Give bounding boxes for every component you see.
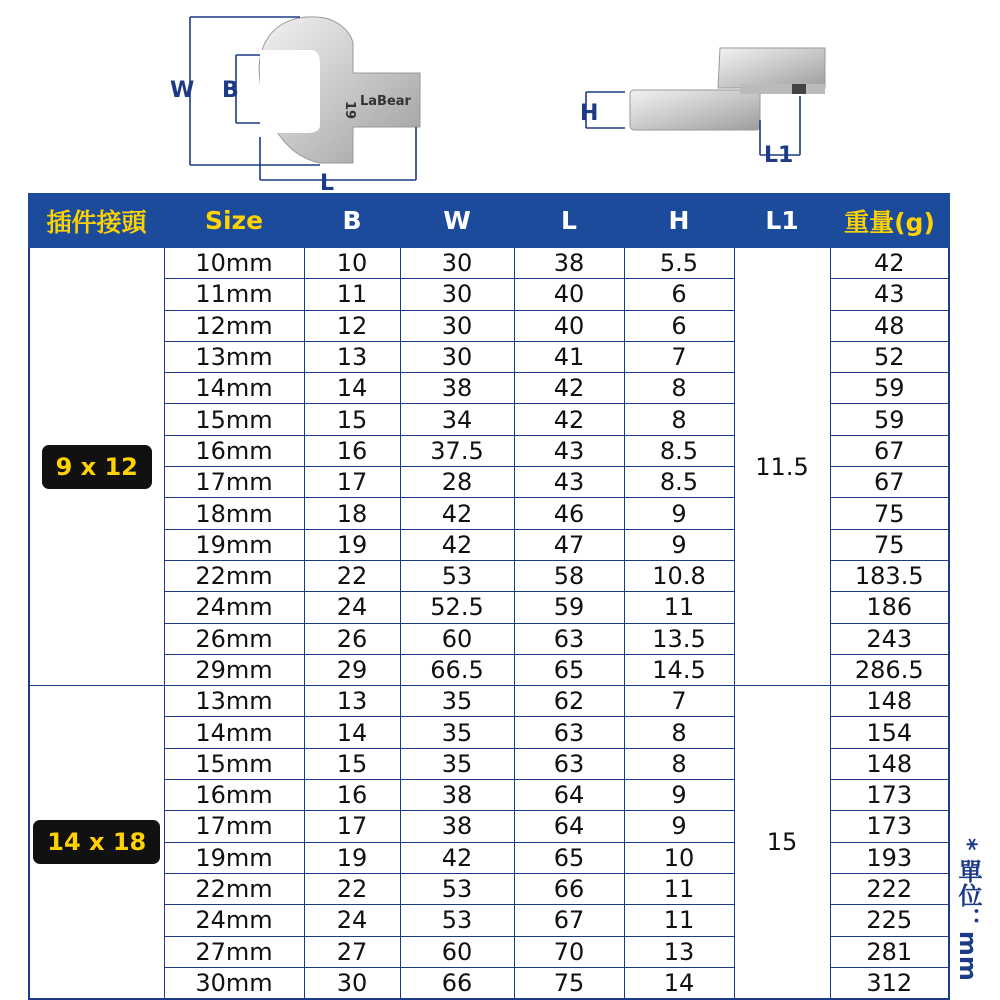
cell-size: 24mm [164,592,304,623]
cell-l: 67 [514,905,624,936]
cell-weight: 43 [830,279,949,310]
cell-l: 75 [514,967,624,999]
cell-b: 24 [304,592,400,623]
header-l: L [514,194,624,247]
cell-b: 16 [304,780,400,811]
dim-label-w: W [170,78,195,103]
cell-b: 29 [304,654,400,685]
dim-label-b: B [222,78,239,103]
cell-b: 11 [304,279,400,310]
cell-w: 53 [400,560,514,591]
header-h: H [624,194,734,247]
cell-b: 15 [304,748,400,779]
cell-weight: 286.5 [830,654,949,685]
cell-h: 6 [624,310,734,341]
cell-h: 13.5 [624,623,734,654]
cell-b: 26 [304,623,400,654]
cell-size: 17mm [164,811,304,842]
cell-weight: 67 [830,435,949,466]
cell-w: 35 [400,717,514,748]
header-w: W [400,194,514,247]
dim-label-h: H [580,101,599,126]
cell-size: 15mm [164,404,304,435]
cell-weight: 42 [830,247,949,279]
cell-w: 53 [400,905,514,936]
cell-b: 13 [304,341,400,372]
cell-size: 22mm [164,560,304,591]
cell-w: 66 [400,967,514,999]
cell-w: 30 [400,310,514,341]
cell-l: 65 [514,654,624,685]
cell-l1: 15 [734,686,830,999]
cell-size: 24mm [164,905,304,936]
top-view-diagram [160,5,440,190]
cell-w: 53 [400,873,514,904]
cell-b: 14 [304,717,400,748]
cell-l: 64 [514,780,624,811]
cell-h: 7 [624,686,734,717]
cell-weight: 225 [830,905,949,936]
cell-size: 15mm [164,748,304,779]
cell-w: 42 [400,842,514,873]
cell-b: 27 [304,936,400,967]
cell-l: 42 [514,404,624,435]
cell-w: 30 [400,279,514,310]
cell-l: 63 [514,717,624,748]
header-l1: L1 [734,194,830,247]
cell-l: 40 [514,310,624,341]
cell-l: 63 [514,748,624,779]
cell-size: 13mm [164,341,304,372]
cell-h: 9 [624,811,734,842]
cell-size: 14mm [164,717,304,748]
cell-h: 7 [624,341,734,372]
cell-w: 60 [400,623,514,654]
cell-b: 10 [304,247,400,279]
cell-b: 17 [304,811,400,842]
cell-l: 43 [514,467,624,498]
cell-w: 30 [400,341,514,372]
cell-size: 13mm [164,686,304,717]
cell-w: 30 [400,247,514,279]
cell-w: 42 [400,498,514,529]
cell-b: 17 [304,467,400,498]
cell-w: 38 [400,811,514,842]
cell-weight: 312 [830,967,949,999]
cell-l: 66 [514,873,624,904]
cell-h: 8 [624,717,734,748]
cell-w: 35 [400,748,514,779]
dim-label-l1: L1 [764,143,794,168]
cell-b: 22 [304,873,400,904]
cell-b: 18 [304,498,400,529]
side-view-diagram [570,40,840,170]
cell-h: 10.8 [624,560,734,591]
cell-h: 9 [624,529,734,560]
cell-size: 16mm [164,780,304,811]
cell-size: 22mm [164,873,304,904]
cell-b: 24 [304,905,400,936]
cell-l: 41 [514,341,624,372]
cell-l: 40 [514,279,624,310]
cell-weight: 48 [830,310,949,341]
cell-l: 47 [514,529,624,560]
cell-size: 10mm [164,247,304,279]
cell-l: 62 [514,686,624,717]
cell-w: 38 [400,780,514,811]
cell-w: 37.5 [400,435,514,466]
cell-size: 30mm [164,967,304,999]
cell-h: 8 [624,373,734,404]
unit-note: * 單位：mm [954,838,982,981]
cell-l: 46 [514,498,624,529]
header-b: B [304,194,400,247]
cell-size: 19mm [164,842,304,873]
cell-w: 34 [400,404,514,435]
header-type: 插件接頭 [29,194,164,247]
cell-l: 38 [514,247,624,279]
cell-h: 8.5 [624,435,734,466]
cell-weight: 75 [830,498,949,529]
cell-l: 70 [514,936,624,967]
wrench-head-shape [259,17,420,163]
cell-weight: 173 [830,780,949,811]
cell-w: 42 [400,529,514,560]
cell-b: 19 [304,529,400,560]
cell-weight: 173 [830,811,949,842]
cell-h: 10 [624,842,734,873]
table-row [29,247,949,279]
cell-weight: 59 [830,373,949,404]
cell-h: 9 [624,498,734,529]
cell-h: 13 [624,936,734,967]
cell-w: 38 [400,373,514,404]
cell-h: 11 [624,873,734,904]
cell-b: 30 [304,967,400,999]
cell-b: 13 [304,686,400,717]
engraving-size: 19 [342,101,357,120]
cell-weight: 75 [830,529,949,560]
cell-l: 43 [514,435,624,466]
cell-size: 12mm [164,310,304,341]
cell-w: 60 [400,936,514,967]
cell-h: 11 [624,592,734,623]
cell-size: 17mm [164,467,304,498]
cell-b: 15 [304,404,400,435]
cell-b: 12 [304,310,400,341]
cell-h: 14 [624,967,734,999]
group-label-cell [29,247,164,686]
cell-w: 35 [400,686,514,717]
cell-b: 19 [304,842,400,873]
cell-w: 28 [400,467,514,498]
cell-l1: 11.5 [734,247,830,686]
cell-l: 59 [514,592,624,623]
cell-size: 26mm [164,623,304,654]
cell-h: 8.5 [624,467,734,498]
cell-weight: 183.5 [830,560,949,591]
cell-weight: 154 [830,717,949,748]
table-body [29,247,949,999]
group-badge: 9 x 12 [42,445,152,489]
cell-size: 19mm [164,529,304,560]
cell-h: 6 [624,279,734,310]
cell-size: 18mm [164,498,304,529]
cell-l: 65 [514,842,624,873]
cell-h: 14.5 [624,654,734,685]
header-size: Size [164,194,304,247]
cell-weight: 222 [830,873,949,904]
cell-size: 27mm [164,936,304,967]
cell-l: 42 [514,373,624,404]
spec-table [28,193,950,1000]
cell-h: 11 [624,905,734,936]
cell-weight: 59 [830,404,949,435]
cell-weight: 67 [830,467,949,498]
cell-weight: 186 [830,592,949,623]
cell-h: 8 [624,404,734,435]
cell-h: 9 [624,780,734,811]
cell-weight: 148 [830,748,949,779]
cell-b: 22 [304,560,400,591]
cell-weight: 148 [830,686,949,717]
group-label-cell [29,686,164,999]
cell-size: 14mm [164,373,304,404]
table-row [29,686,949,717]
cell-size: 16mm [164,435,304,466]
cell-h: 8 [624,748,734,779]
cell-weight: 193 [830,842,949,873]
cell-weight: 52 [830,341,949,372]
dim-label-l: L [320,171,335,190]
cell-w: 66.5 [400,654,514,685]
cell-w: 52.5 [400,592,514,623]
table-header-row [29,194,949,247]
cell-size: 29mm [164,654,304,685]
cell-weight: 281 [830,936,949,967]
side-profile-shape [630,48,825,130]
cell-h: 5.5 [624,247,734,279]
engraving-brand: LaBear [360,94,411,109]
cell-b: 14 [304,373,400,404]
cell-l: 64 [514,811,624,842]
cell-l: 63 [514,623,624,654]
cell-l: 58 [514,560,624,591]
cell-size: 11mm [164,279,304,310]
group-badge: 14 x 18 [33,820,160,864]
cell-b: 16 [304,435,400,466]
cell-weight: 243 [830,623,949,654]
header-weight: 重量(g) [830,194,949,247]
